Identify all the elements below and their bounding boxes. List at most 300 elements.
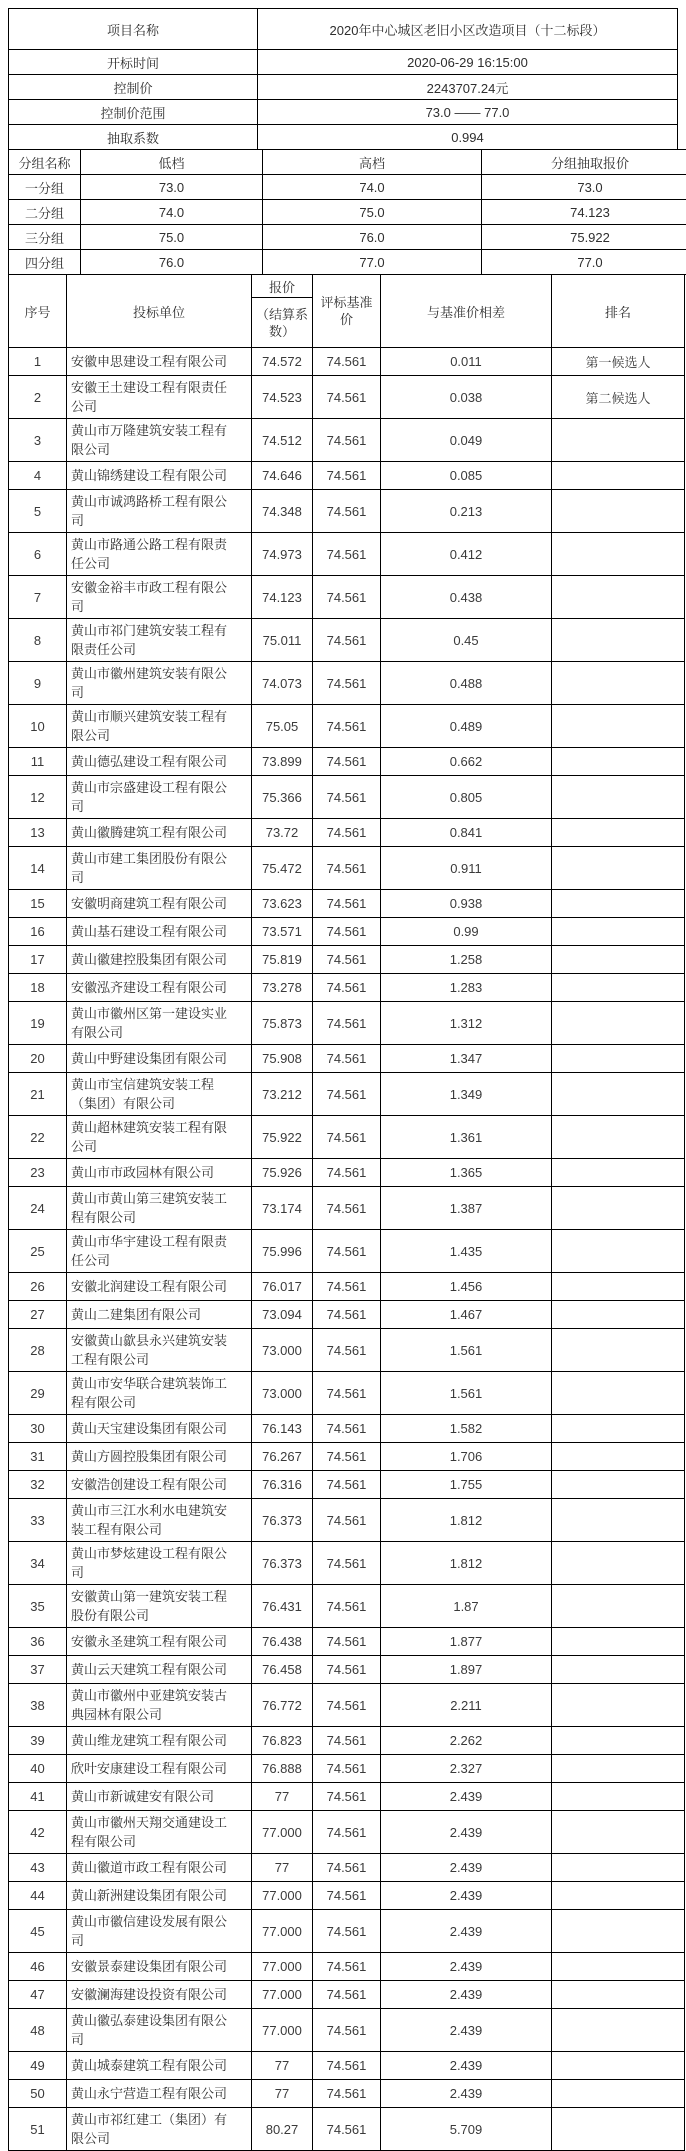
bid-rank [552, 1187, 685, 1230]
bid-base-price: 74.561 [313, 348, 381, 376]
bid-company: 安徽澜海建设投资有限公司 [67, 1981, 252, 2009]
info-row-open-time [9, 50, 678, 75]
bid-company: 安徽王土建设工程有限责任公司 [67, 376, 252, 419]
table-row [9, 1415, 685, 1443]
bid-base-price: 74.561 [313, 1073, 381, 1116]
bid-base-price: 74.561 [313, 748, 381, 776]
group-high: 74.0 [263, 175, 482, 200]
bid-diff: 1.283 [381, 974, 552, 1002]
info-row-control-range [9, 100, 678, 125]
bid-company: 黄山市三江水利水电建筑安装工程有限公司 [67, 1499, 252, 1542]
bid-rank [552, 1471, 685, 1499]
bid-seq: 19 [9, 1002, 67, 1045]
bid-base-price: 74.561 [313, 1443, 381, 1471]
bid-company: 黄山徽道市政工程有限公司 [67, 1854, 252, 1882]
info-value-project-name: 2020年中心城区老旧小区改造项目（十二标段） [258, 9, 678, 50]
bid-base-price: 74.561 [313, 1910, 381, 1953]
bid-company: 黄山新洲建设集团有限公司 [67, 1882, 252, 1910]
bid-rank [552, 1628, 685, 1656]
bid-price: 76.316 [252, 1471, 313, 1499]
bid-seq: 39 [9, 1727, 67, 1755]
bid-seq: 42 [9, 1811, 67, 1854]
bid-company: 黄山锦绣建设工程有限公司 [67, 462, 252, 490]
bid-diff: 1.561 [381, 1329, 552, 1372]
table-row [9, 1187, 685, 1230]
bid-price: 74.073 [252, 662, 313, 705]
bid-seq: 31 [9, 1443, 67, 1471]
bid-company: 黄山维龙建筑工程有限公司 [67, 1727, 252, 1755]
bid-base-price: 74.561 [313, 1542, 381, 1585]
table-row [9, 890, 685, 918]
bid-company: 黄山市祁红建工（集团）有限公司 [67, 2108, 252, 2151]
bid-company: 黄山市顺兴建筑安装工程有限公司 [67, 705, 252, 748]
bid-rank [552, 1116, 685, 1159]
group-pick-header: 分组抽取报价 [482, 150, 686, 175]
bid-rank [552, 1585, 685, 1628]
bid-diff: 2.439 [381, 2080, 552, 2108]
bid-base-price: 74.561 [313, 1372, 381, 1415]
table-row [9, 776, 685, 819]
bid-price: 76.823 [252, 1727, 313, 1755]
table-row [9, 819, 685, 847]
table-row [9, 1443, 685, 1471]
bid-base-price: 74.561 [313, 1585, 381, 1628]
bid-company: 黄山市路通公路工程有限责任公司 [67, 533, 252, 576]
bid-seq: 22 [9, 1116, 67, 1159]
table-row [9, 2009, 685, 2052]
bid-diff: 0.99 [381, 918, 552, 946]
bid-seq: 50 [9, 2080, 67, 2108]
bid-diff: 2.439 [381, 1783, 552, 1811]
bid-base-price: 74.561 [313, 376, 381, 419]
bid-price: 76.373 [252, 1542, 313, 1585]
bid-price: 73.174 [252, 1187, 313, 1230]
bid-seq: 1 [9, 348, 67, 376]
bids-table-body [9, 348, 685, 2151]
bid-diff: 0.213 [381, 490, 552, 533]
bid-company: 黄山基石建设工程有限公司 [67, 918, 252, 946]
group-high: 76.0 [263, 225, 482, 250]
bids-header-row [9, 275, 685, 348]
bid-diff: 0.938 [381, 890, 552, 918]
bid-diff: 1.387 [381, 1187, 552, 1230]
bid-company: 黄山徽腾建筑工程有限公司 [67, 819, 252, 847]
bid-base-price: 74.561 [313, 662, 381, 705]
bid-seq: 26 [9, 1273, 67, 1301]
bid-seq: 2 [9, 376, 67, 419]
table-row [9, 1755, 685, 1783]
bid-company: 安徽永圣建筑工程有限公司 [67, 1628, 252, 1656]
bid-seq: 13 [9, 819, 67, 847]
bid-base-price: 74.561 [313, 1159, 381, 1187]
bid-base-price: 74.561 [313, 776, 381, 819]
bid-diff: 2.327 [381, 1755, 552, 1783]
bid-rank [552, 1443, 685, 1471]
rank-header: 排名 [552, 275, 685, 348]
bid-base-price: 74.561 [313, 974, 381, 1002]
bid-rank [552, 1415, 685, 1443]
group-name: 四分组 [9, 250, 81, 275]
bid-rank [552, 1073, 685, 1116]
bid-price: 75.922 [252, 1116, 313, 1159]
bid-diff: 0.489 [381, 705, 552, 748]
bid-diff: 1.755 [381, 1471, 552, 1499]
bid-diff: 5.709 [381, 2108, 552, 2151]
bid-seq: 9 [9, 662, 67, 705]
table-row [9, 1727, 685, 1755]
bid-diff: 2.439 [381, 1953, 552, 1981]
bid-company: 黄山市华宇建设工程有限责任公司 [67, 1230, 252, 1273]
bid-diff: 0.911 [381, 847, 552, 890]
table-row [9, 1273, 685, 1301]
bid-price: 77.000 [252, 2009, 313, 2052]
project-info-table [8, 8, 678, 150]
info-value-coefficient: 0.994 [258, 125, 678, 150]
table-row [9, 946, 685, 974]
group-pick: 73.0 [482, 175, 686, 200]
table-row [9, 1811, 685, 1854]
bid-price: 73.094 [252, 1301, 313, 1329]
bid-seq: 48 [9, 2009, 67, 2052]
bid-price: 75.819 [252, 946, 313, 974]
bid-seq: 32 [9, 1471, 67, 1499]
bid-base-price: 74.561 [313, 1656, 381, 1684]
bid-diff: 1.582 [381, 1415, 552, 1443]
bid-price: 77.000 [252, 1882, 313, 1910]
bid-company: 黄山市徽州区第一建设实业有限公司 [67, 1002, 252, 1045]
bid-diff: 2.439 [381, 1882, 552, 1910]
group-row-2 [9, 200, 686, 225]
bid-base-price: 74.561 [313, 1187, 381, 1230]
info-value-control-range: 73.0 —— 77.0 [258, 100, 678, 125]
table-row [9, 1159, 685, 1187]
price-header-top: 报价 [252, 275, 312, 298]
bid-diff: 0.488 [381, 662, 552, 705]
bid-base-price: 74.561 [313, 1273, 381, 1301]
bid-company: 黄山市市政园林有限公司 [67, 1159, 252, 1187]
bid-rank [552, 1811, 685, 1854]
bid-seq: 20 [9, 1045, 67, 1073]
bid-base-price: 74.561 [313, 705, 381, 748]
bid-rank: 第二候选人 [552, 376, 685, 419]
bid-diff: 1.312 [381, 1002, 552, 1045]
bid-seq: 15 [9, 890, 67, 918]
bid-base-price: 74.561 [313, 1301, 381, 1329]
bid-seq: 24 [9, 1187, 67, 1230]
table-row [9, 1628, 685, 1656]
bid-rank [552, 1656, 685, 1684]
table-row [9, 576, 685, 619]
table-row [9, 1002, 685, 1045]
seq-header: 序号 [9, 275, 67, 348]
bid-rank [552, 974, 685, 1002]
bid-seq: 6 [9, 533, 67, 576]
bid-price: 77 [252, 1854, 313, 1882]
bid-seq: 44 [9, 1882, 67, 1910]
bid-diff: 1.706 [381, 1443, 552, 1471]
table-row [9, 918, 685, 946]
bid-diff: 0.085 [381, 462, 552, 490]
table-row [9, 490, 685, 533]
bid-price: 77 [252, 1783, 313, 1811]
bid-company: 黄山市宗盛建设工程有限公司 [67, 776, 252, 819]
bid-diff: 1.258 [381, 946, 552, 974]
bid-company: 安徽泓齐建设工程有限公司 [67, 974, 252, 1002]
bid-company: 黄山云天建筑工程有限公司 [67, 1656, 252, 1684]
bid-company: 黄山徽建控股集团有限公司 [67, 946, 252, 974]
bid-price: 77.000 [252, 1910, 313, 1953]
group-low: 73.0 [81, 175, 263, 200]
group-low: 76.0 [81, 250, 263, 275]
bids-table [8, 274, 685, 2151]
group-row-4 [9, 250, 686, 275]
bid-company: 黄山市梦炫建设工程有限公司 [67, 1542, 252, 1585]
group-low-header: 低档 [81, 150, 263, 175]
bid-seq: 5 [9, 490, 67, 533]
bid-diff: 2.262 [381, 1727, 552, 1755]
bid-seq: 43 [9, 1854, 67, 1882]
bid-seq: 29 [9, 1372, 67, 1415]
bid-rank [552, 1910, 685, 1953]
bid-diff: 0.805 [381, 776, 552, 819]
table-row [9, 1854, 685, 1882]
info-label: 抽取系数 [9, 125, 258, 150]
bid-rank [552, 776, 685, 819]
bid-price: 73.72 [252, 819, 313, 847]
bid-price: 75.05 [252, 705, 313, 748]
bid-price: 74.123 [252, 576, 313, 619]
bid-diff: 2.439 [381, 1981, 552, 2009]
base-price-header [313, 275, 381, 348]
bid-seq: 3 [9, 419, 67, 462]
bid-diff: 2.211 [381, 1684, 552, 1727]
bid-rank [552, 890, 685, 918]
group-name: 三分组 [9, 225, 81, 250]
bid-rank [552, 1882, 685, 1910]
bid-seq: 18 [9, 974, 67, 1002]
bid-seq: 12 [9, 776, 67, 819]
bid-rank [552, 946, 685, 974]
bid-base-price: 74.561 [313, 1953, 381, 1981]
bid-base-price: 74.561 [313, 2052, 381, 2080]
bid-base-price: 74.561 [313, 533, 381, 576]
bid-diff: 2.439 [381, 1811, 552, 1854]
bid-rank [552, 705, 685, 748]
bid-company: 黄山市徽州天翔交通建设工程有限公司 [67, 1811, 252, 1854]
table-row [9, 705, 685, 748]
bid-diff: 1.812 [381, 1499, 552, 1542]
bid-rank [552, 1230, 685, 1273]
bid-company: 黄山徽弘泰建设集团有限公司 [67, 2009, 252, 2052]
bid-price: 75.873 [252, 1002, 313, 1045]
bid-seq: 36 [9, 1628, 67, 1656]
bid-company: 黄山市诚鸿路桥工程有限公司 [67, 490, 252, 533]
bid-diff: 1.877 [381, 1628, 552, 1656]
bid-base-price: 74.561 [313, 1783, 381, 1811]
bid-company: 安徽明商建筑工程有限公司 [67, 890, 252, 918]
bid-base-price: 74.561 [313, 1628, 381, 1656]
bid-rank [552, 533, 685, 576]
bid-price: 76.143 [252, 1415, 313, 1443]
bid-diff: 1.812 [381, 1542, 552, 1585]
bid-seq: 35 [9, 1585, 67, 1628]
bid-company: 黄山城泰建筑工程有限公司 [67, 2052, 252, 2080]
bid-diff: 0.438 [381, 576, 552, 619]
bid-company: 黄山市黄山第三建筑安装工程有限公司 [67, 1187, 252, 1230]
bid-rank [552, 1755, 685, 1783]
bid-company: 黄山方圆控股集团有限公司 [67, 1443, 252, 1471]
bid-rank [552, 918, 685, 946]
bid-base-price: 74.561 [313, 946, 381, 974]
bid-rank [552, 1727, 685, 1755]
bid-base-price: 74.561 [313, 1684, 381, 1727]
bid-base-price: 74.561 [313, 1755, 381, 1783]
info-row-control-price [9, 75, 678, 100]
info-value-control-price: 2243707.24元 [258, 75, 678, 100]
bid-base-price: 74.561 [313, 1045, 381, 1073]
bid-price: 75.926 [252, 1159, 313, 1187]
bid-seq: 14 [9, 847, 67, 890]
bid-rank [552, 1783, 685, 1811]
group-row-3 [9, 225, 686, 250]
bid-seq: 8 [9, 619, 67, 662]
bid-company: 黄山市建工集团股份有限公司 [67, 847, 252, 890]
bid-base-price: 74.561 [313, 847, 381, 890]
bid-diff: 1.467 [381, 1301, 552, 1329]
bid-price: 73.571 [252, 918, 313, 946]
bid-price: 76.458 [252, 1656, 313, 1684]
bid-diff: 2.439 [381, 1854, 552, 1882]
bid-price: 77 [252, 2052, 313, 2080]
bid-company: 黄山永宁营造工程有限公司 [67, 2080, 252, 2108]
bid-diff: 1.361 [381, 1116, 552, 1159]
table-row [9, 533, 685, 576]
bid-rank [552, 490, 685, 533]
group-name: 一分组 [9, 175, 81, 200]
bid-company: 安徽黄山第一建筑安装工程股份有限公司 [67, 1585, 252, 1628]
bid-price: 75.472 [252, 847, 313, 890]
table-row [9, 1471, 685, 1499]
table-row [9, 1230, 685, 1273]
bid-base-price: 74.561 [313, 1727, 381, 1755]
bid-rank [552, 576, 685, 619]
bid-seq: 46 [9, 1953, 67, 1981]
bid-price: 75.908 [252, 1045, 313, 1073]
table-row [9, 1882, 685, 1910]
groups-header-row [9, 150, 686, 175]
bid-base-price: 74.561 [313, 1499, 381, 1542]
bid-rank [552, 419, 685, 462]
bid-seq: 25 [9, 1230, 67, 1273]
bid-base-price: 74.561 [313, 490, 381, 533]
bid-rank [552, 748, 685, 776]
bid-diff: 2.439 [381, 2009, 552, 2052]
bid-company: 黄山市万隆建筑安装工程有限公司 [67, 419, 252, 462]
bid-base-price: 74.561 [313, 1854, 381, 1882]
bid-diff: 0.412 [381, 533, 552, 576]
bid-price: 80.27 [252, 2108, 313, 2151]
bid-company: 黄山德弘建设工程有限公司 [67, 748, 252, 776]
bid-company: 安徽申思建设工程有限公司 [67, 348, 252, 376]
group-high-header: 高档 [263, 150, 482, 175]
table-row [9, 748, 685, 776]
company-header: 投标单位 [67, 275, 252, 348]
bid-diff: 0.662 [381, 748, 552, 776]
group-high: 77.0 [263, 250, 482, 275]
bid-diff: 1.365 [381, 1159, 552, 1187]
bid-seq: 11 [9, 748, 67, 776]
bid-diff: 0.841 [381, 819, 552, 847]
bid-diff: 1.435 [381, 1230, 552, 1273]
bid-seq: 47 [9, 1981, 67, 2009]
bid-rank [552, 1372, 685, 1415]
bid-seq: 4 [9, 462, 67, 490]
bid-company: 安徽景泰建设集团有限公司 [67, 1953, 252, 1981]
groups-table [8, 149, 686, 275]
bid-price: 76.431 [252, 1585, 313, 1628]
bid-price: 76.772 [252, 1684, 313, 1727]
group-pick: 77.0 [482, 250, 686, 275]
bid-price: 75.011 [252, 619, 313, 662]
bid-company: 黄山市徽州建筑安装有限公司 [67, 662, 252, 705]
group-low: 74.0 [81, 200, 263, 225]
base-price-header-text: 评标基准价 [313, 292, 380, 330]
bid-price: 76.267 [252, 1443, 313, 1471]
bid-rank [552, 1002, 685, 1045]
bid-price: 73.899 [252, 748, 313, 776]
bid-company: 安徽北润建设工程有限公司 [67, 1273, 252, 1301]
bid-seq: 30 [9, 1415, 67, 1443]
bid-price: 73.212 [252, 1073, 313, 1116]
info-row-project-name [9, 9, 678, 50]
bid-rank [552, 819, 685, 847]
table-row [9, 1656, 685, 1684]
bid-rank [552, 1981, 685, 2009]
bid-price: 76.438 [252, 1628, 313, 1656]
bid-price: 74.973 [252, 533, 313, 576]
table-row [9, 2108, 685, 2151]
bid-diff: 0.011 [381, 348, 552, 376]
info-label: 开标时间 [9, 50, 258, 75]
bid-base-price: 74.561 [313, 576, 381, 619]
bid-rank: 第一候选人 [552, 348, 685, 376]
bid-diff: 0.45 [381, 619, 552, 662]
bid-rank [552, 847, 685, 890]
bid-base-price: 74.561 [313, 1329, 381, 1372]
bid-price: 77.000 [252, 1811, 313, 1854]
bid-company: 欣叶安康建设工程有限公司 [67, 1755, 252, 1783]
table-row [9, 1499, 685, 1542]
bid-base-price: 74.561 [313, 1471, 381, 1499]
bid-price: 76.017 [252, 1273, 313, 1301]
bid-company: 安徽金裕丰市政工程有限公司 [67, 576, 252, 619]
bid-seq: 51 [9, 2108, 67, 2151]
bid-seq: 37 [9, 1656, 67, 1684]
bid-price: 73.000 [252, 1329, 313, 1372]
bid-seq: 38 [9, 1684, 67, 1727]
bid-diff: 1.87 [381, 1585, 552, 1628]
bid-price: 77.000 [252, 1981, 313, 2009]
bid-rank [552, 2080, 685, 2108]
bid-diff: 1.456 [381, 1273, 552, 1301]
table-row [9, 1073, 685, 1116]
bid-seq: 10 [9, 705, 67, 748]
bid-rank [552, 662, 685, 705]
table-row [9, 1953, 685, 1981]
bid-company: 黄山市安华联合建筑装饰工程有限公司 [67, 1372, 252, 1415]
bid-seq: 7 [9, 576, 67, 619]
diff-header: 与基准价相差 [381, 275, 552, 348]
